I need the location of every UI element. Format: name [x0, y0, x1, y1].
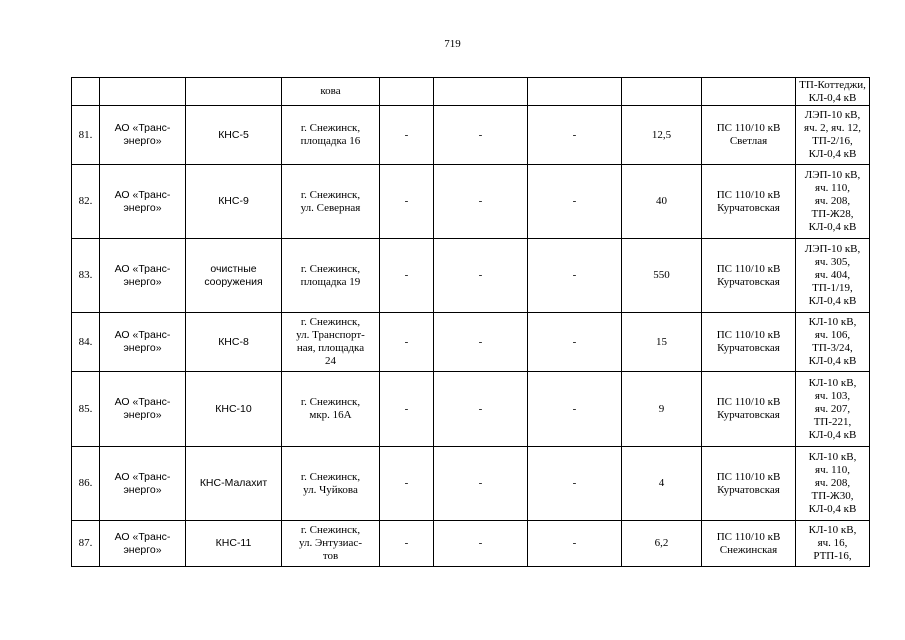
power-value-cell: 12,5 — [622, 106, 702, 165]
power-line-cell: ЛЭП-10 кВ, яч. 305, яч. 404, ТП-1/19, КЛ-0,4 кВ — [796, 239, 870, 313]
object-name-cell: КНС-Малахит — [186, 447, 282, 521]
power-value-cell: 4 — [622, 447, 702, 521]
organization-cell: АО «Транс- энерго» — [100, 372, 186, 447]
column-7-cell — [528, 78, 622, 106]
power-line-cell: КЛ-10 кВ, яч. 103, яч. 207, ТП-221, КЛ-0,4 кВ — [796, 372, 870, 447]
power-line-cell: ЛЭП-10 кВ, яч. 110, яч. 208, ТП-Ж28, КЛ-0,4 кВ — [796, 165, 870, 239]
column-6-cell: - — [434, 521, 528, 567]
column-7-cell: - — [528, 106, 622, 165]
organization-cell: АО «Транс- энерго» — [100, 165, 186, 239]
object-name-cell: КНС-5 — [186, 106, 282, 165]
organization-cell: АО «Транс- энерго» — [100, 313, 186, 372]
row-number: 85. — [72, 372, 100, 447]
power-value-cell — [622, 78, 702, 106]
object-name-cell: КНС-11 — [186, 521, 282, 567]
power-value-cell: 6,2 — [622, 521, 702, 567]
column-5-cell: - — [380, 372, 434, 447]
address-cell: г. Снежинск, площадка 19 — [282, 239, 380, 313]
address-cell: г. Снежинск, ул. Энтузиас- тов — [282, 521, 380, 567]
power-line-cell: КЛ-10 кВ, яч. 106, ТП-3/24, КЛ-0,4 кВ — [796, 313, 870, 372]
power-value-cell: 15 — [622, 313, 702, 372]
object-name-cell: очистные сооружения — [186, 239, 282, 313]
organization-cell: АО «Транс- энерго» — [100, 239, 186, 313]
column-7-cell: - — [528, 313, 622, 372]
object-name-cell: КНС-8 — [186, 313, 282, 372]
row-number: 84. — [72, 313, 100, 372]
row-number: 82. — [72, 165, 100, 239]
row-number: 81. — [72, 106, 100, 165]
column-6-cell: - — [434, 239, 528, 313]
substation-cell: ПС 110/10 кВ Курчатовская — [702, 313, 796, 372]
column-5-cell: - — [380, 313, 434, 372]
column-7-cell: - — [528, 165, 622, 239]
organization-cell: АО «Транс- энерго» — [100, 106, 186, 165]
substation-cell: ПС 110/10 кВ Курчатовская — [702, 239, 796, 313]
table-row — [72, 106, 870, 165]
power-line-cell: КЛ-10 кВ, яч. 16, РТП-16, — [796, 521, 870, 567]
address-cell: г. Снежинск, ул. Транспорт- ная, площадка 24 — [282, 313, 380, 372]
table-row — [72, 521, 870, 567]
column-5-cell: - — [380, 521, 434, 567]
address-cell: г. Снежинск, площадка 16 — [282, 106, 380, 165]
address-cell: г. Снежинск, мкр. 16А — [282, 372, 380, 447]
power-line-cell: ТП-Коттеджи, КЛ-0,4 кВ — [796, 78, 870, 106]
substation-cell: ПС 110/10 кВ Курчатовская — [702, 447, 796, 521]
column-6-cell: - — [434, 372, 528, 447]
substation-cell: ПС 110/10 кВ Светлая — [702, 106, 796, 165]
column-7-cell: - — [528, 447, 622, 521]
object-name-cell: КНС-9 — [186, 165, 282, 239]
page-number: 719 — [444, 38, 461, 50]
substation-cell: ПС 110/10 кВ Курчатовская — [702, 165, 796, 239]
column-7-cell: - — [528, 239, 622, 313]
column-7-cell: - — [528, 372, 622, 447]
column-5-cell: - — [380, 447, 434, 521]
power-value-cell: 550 — [622, 239, 702, 313]
table-row — [72, 313, 870, 372]
column-6-cell — [434, 78, 528, 106]
power-line-cell: КЛ-10 кВ, яч. 110, яч. 208, ТП-Ж30, КЛ-0,4 кВ — [796, 447, 870, 521]
column-5-cell: - — [380, 106, 434, 165]
power-value-cell: 40 — [622, 165, 702, 239]
column-6-cell: - — [434, 313, 528, 372]
table-row — [72, 165, 870, 239]
column-6-cell: - — [434, 165, 528, 239]
address-cell: г. Снежинск, ул. Чуйкова — [282, 447, 380, 521]
organization-cell: АО «Транс- энерго» — [100, 521, 186, 567]
substation-cell — [702, 78, 796, 106]
power-line-cell: ЛЭП-10 кВ, яч. 2, яч. 12, ТП-2/16, КЛ-0,4 кВ — [796, 106, 870, 165]
row-number — [72, 78, 100, 106]
address-cell: г. Снежинск, ул. Северная — [282, 165, 380, 239]
object-name-cell: КНС-10 — [186, 372, 282, 447]
column-6-cell: - — [434, 106, 528, 165]
facilities-table — [71, 77, 870, 567]
row-number: 83. — [72, 239, 100, 313]
organization-cell — [100, 78, 186, 106]
column-5-cell: - — [380, 165, 434, 239]
column-6-cell: - — [434, 447, 528, 521]
organization-cell: АО «Транс- энерго» — [100, 447, 186, 521]
column-5-cell: - — [380, 239, 434, 313]
substation-cell: ПС 110/10 кВ Курчатовская — [702, 372, 796, 447]
row-number: 86. — [72, 447, 100, 521]
table-row — [72, 78, 870, 106]
table-row — [72, 447, 870, 521]
column-7-cell: - — [528, 521, 622, 567]
table-row — [72, 239, 870, 313]
power-value-cell: 9 — [622, 372, 702, 447]
object-name-cell — [186, 78, 282, 106]
table-row — [72, 372, 870, 447]
column-5-cell — [380, 78, 434, 106]
row-number: 87. — [72, 521, 100, 567]
substation-cell: ПС 110/10 кВ Снежинская — [702, 521, 796, 567]
address-cell: кова — [282, 78, 380, 106]
